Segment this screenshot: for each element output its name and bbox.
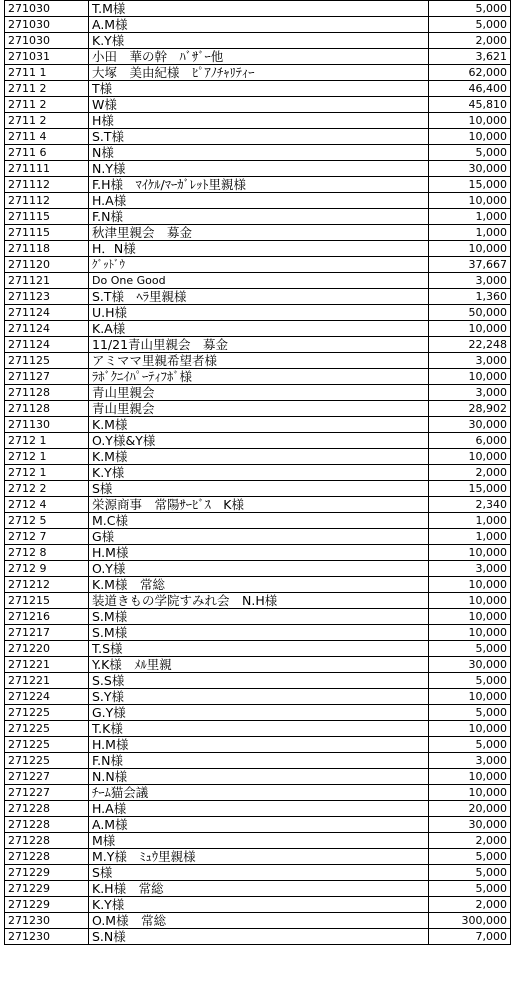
date-cell[interactable]: 271225	[5, 721, 89, 737]
donor-name-cell[interactable]: N.N様	[89, 769, 429, 785]
amount-cell[interactable]: 2,340	[429, 497, 511, 513]
table-row[interactable]	[5, 593, 511, 609]
table-row[interactable]	[5, 193, 511, 209]
table-row[interactable]	[5, 17, 511, 33]
date-cell[interactable]: 271229	[5, 897, 89, 913]
date-cell[interactable]: 271225	[5, 705, 89, 721]
table-row[interactable]	[5, 49, 511, 65]
amount-cell[interactable]: 5,000	[429, 145, 511, 161]
table-row[interactable]	[5, 737, 511, 753]
amount-cell[interactable]: 10,000	[429, 113, 511, 129]
donation-table-body	[5, 1, 511, 945]
table-row[interactable]	[5, 417, 511, 433]
amount-cell[interactable]: 1,000	[429, 225, 511, 241]
amount-cell[interactable]: 1,000	[429, 209, 511, 225]
date-cell[interactable]: 271215	[5, 593, 89, 609]
amount-cell[interactable]: 5,000	[429, 641, 511, 657]
donor-name-cell[interactable]: T様	[89, 81, 429, 97]
amount-cell[interactable]: 3,000	[429, 561, 511, 577]
amount-cell[interactable]: 5,000	[429, 849, 511, 865]
donor-name-cell[interactable]: K.M様 常総	[89, 577, 429, 593]
date-cell[interactable]: 271224	[5, 689, 89, 705]
donor-name-cell[interactable]: S.M様	[89, 625, 429, 641]
amount-cell[interactable]: 30,000	[429, 161, 511, 177]
table-row[interactable]	[5, 1, 511, 17]
date-cell[interactable]: 271227	[5, 785, 89, 801]
donor-name-cell[interactable]: T.K様	[89, 721, 429, 737]
donor-name-cell[interactable]: H様	[89, 113, 429, 129]
donor-name-cell[interactable]: A.M様	[89, 17, 429, 33]
table-row[interactable]	[5, 705, 511, 721]
amount-cell[interactable]: 10,000	[429, 577, 511, 593]
donor-name-cell[interactable]: K.Y様	[89, 465, 429, 481]
date-cell[interactable]: 271120	[5, 257, 89, 273]
date-cell[interactable]: 2711 2	[5, 81, 89, 97]
donor-name-cell[interactable]: S.T様 ﾍﾗ里親様	[89, 289, 429, 305]
donor-name-cell[interactable]: 青山里親会	[89, 385, 429, 401]
amount-cell[interactable]: 10,000	[429, 785, 511, 801]
table-row[interactable]	[5, 465, 511, 481]
amount-cell[interactable]: 5,000	[429, 737, 511, 753]
table-row[interactable]	[5, 273, 511, 289]
amount-cell[interactable]: 3,621	[429, 49, 511, 65]
donor-name-cell[interactable]: 秋津里親会 募金	[89, 225, 429, 241]
table-row[interactable]	[5, 449, 511, 465]
date-cell[interactable]: 2712 5	[5, 513, 89, 529]
date-cell[interactable]: 2712 7	[5, 529, 89, 545]
donor-name-cell[interactable]: H.M様	[89, 545, 429, 561]
donor-name-cell[interactable]: S.N様	[89, 929, 429, 945]
table-row[interactable]	[5, 657, 511, 673]
amount-cell[interactable]: 3,000	[429, 273, 511, 289]
date-cell[interactable]: 271221	[5, 657, 89, 673]
amount-cell[interactable]: 10,000	[429, 545, 511, 561]
table-row[interactable]	[5, 305, 511, 321]
date-cell[interactable]: 271220	[5, 641, 89, 657]
table-row[interactable]	[5, 241, 511, 257]
date-cell[interactable]: 271112	[5, 193, 89, 209]
date-cell[interactable]: 271124	[5, 305, 89, 321]
amount-cell[interactable]: 10,000	[429, 593, 511, 609]
date-cell[interactable]: 2712 4	[5, 497, 89, 513]
table-row[interactable]	[5, 801, 511, 817]
amount-cell[interactable]: 10,000	[429, 449, 511, 465]
amount-cell[interactable]: 2,000	[429, 465, 511, 481]
date-cell[interactable]: 2711 6	[5, 145, 89, 161]
amount-cell[interactable]: 10,000	[429, 321, 511, 337]
date-cell[interactable]: 271225	[5, 737, 89, 753]
amount-cell[interactable]: 3,000	[429, 353, 511, 369]
table-row[interactable]	[5, 625, 511, 641]
table-row[interactable]	[5, 33, 511, 49]
table-row[interactable]	[5, 113, 511, 129]
donor-name-cell[interactable]: U.H様	[89, 305, 429, 321]
table-row[interactable]	[5, 97, 511, 113]
date-cell[interactable]: 271111	[5, 161, 89, 177]
amount-cell[interactable]: 46,400	[429, 81, 511, 97]
table-row[interactable]	[5, 513, 511, 529]
donor-name-cell[interactable]: ﾗﾎﾞｸﾆｲﾊﾟｰﾃｨﾌﾎﾞ様	[89, 369, 429, 385]
date-cell[interactable]: 271229	[5, 881, 89, 897]
table-row[interactable]	[5, 689, 511, 705]
amount-cell[interactable]: 15,000	[429, 177, 511, 193]
table-row[interactable]	[5, 529, 511, 545]
amount-cell[interactable]: 7,000	[429, 929, 511, 945]
table-row[interactable]	[5, 145, 511, 161]
table-row[interactable]	[5, 385, 511, 401]
date-cell[interactable]: 271230	[5, 929, 89, 945]
donor-name-cell[interactable]: N.Y様	[89, 161, 429, 177]
donor-name-cell[interactable]: M.Y様 ﾐｭｳ里親様	[89, 849, 429, 865]
donor-name-cell[interactable]: 栄源商事 常陽ｻｰﾋﾞｽ K様	[89, 497, 429, 513]
donor-name-cell[interactable]: K.Y様	[89, 897, 429, 913]
amount-cell[interactable]: 10,000	[429, 769, 511, 785]
date-cell[interactable]: 271216	[5, 609, 89, 625]
date-cell[interactable]: 271128	[5, 385, 89, 401]
table-row[interactable]	[5, 897, 511, 913]
donor-name-cell[interactable]: W様	[89, 97, 429, 113]
date-cell[interactable]: 271217	[5, 625, 89, 641]
donor-name-cell[interactable]: H.A様	[89, 801, 429, 817]
date-cell[interactable]: 271118	[5, 241, 89, 257]
date-cell[interactable]: 271127	[5, 369, 89, 385]
table-row[interactable]	[5, 865, 511, 881]
donor-name-cell[interactable]: S.M様	[89, 609, 429, 625]
date-cell[interactable]: 2712 1	[5, 465, 89, 481]
date-cell[interactable]: 271228	[5, 849, 89, 865]
date-cell[interactable]: 2711 2	[5, 97, 89, 113]
donor-name-cell[interactable]: Do One Good	[89, 273, 429, 289]
donor-name-cell[interactable]: S様	[89, 865, 429, 881]
date-cell[interactable]: 271130	[5, 417, 89, 433]
table-row[interactable]	[5, 337, 511, 353]
donor-name-cell[interactable]: S.T様	[89, 129, 429, 145]
table-row[interactable]	[5, 177, 511, 193]
amount-cell[interactable]: 2,000	[429, 897, 511, 913]
table-row[interactable]	[5, 817, 511, 833]
date-cell[interactable]: 271228	[5, 833, 89, 849]
donation-table	[4, 0, 511, 945]
donor-name-cell[interactable]: K.Y様	[89, 33, 429, 49]
table-row[interactable]	[5, 369, 511, 385]
date-cell[interactable]: 271230	[5, 913, 89, 929]
donor-name-cell[interactable]: H．N様	[89, 241, 429, 257]
amount-cell[interactable]: 10,000	[429, 129, 511, 145]
donor-name-cell[interactable]: F.N様	[89, 209, 429, 225]
table-row[interactable]	[5, 497, 511, 513]
donor-name-cell[interactable]: K.H様 常総	[89, 881, 429, 897]
date-cell[interactable]: 2712 9	[5, 561, 89, 577]
amount-cell[interactable]: 50,000	[429, 305, 511, 321]
date-cell[interactable]: 2711 4	[5, 129, 89, 145]
table-row[interactable]	[5, 673, 511, 689]
donor-name-cell[interactable]: S.S様	[89, 673, 429, 689]
donor-name-cell[interactable]: M.C様	[89, 513, 429, 529]
donor-name-cell[interactable]: F.H様 ﾏｲｹﾙ/ﾏｰｶﾞﾚｯﾄ里親様	[89, 177, 429, 193]
amount-cell[interactable]: 10,000	[429, 369, 511, 385]
amount-cell[interactable]: 30,000	[429, 417, 511, 433]
date-cell[interactable]: 2712 8	[5, 545, 89, 561]
date-cell[interactable]: 271115	[5, 209, 89, 225]
donor-name-cell[interactable]: ｸﾞｯﾄﾞｳ	[89, 257, 429, 273]
table-row[interactable]	[5, 129, 511, 145]
amount-cell[interactable]: 10,000	[429, 193, 511, 209]
donor-name-cell[interactable]: O.Y様	[89, 561, 429, 577]
amount-cell[interactable]: 1,360	[429, 289, 511, 305]
table-row[interactable]	[5, 401, 511, 417]
date-cell[interactable]: 271030	[5, 1, 89, 17]
amount-cell[interactable]: 2,000	[429, 833, 511, 849]
donor-name-cell[interactable]: K.A様	[89, 321, 429, 337]
amount-cell[interactable]: 5,000	[429, 1, 511, 17]
table-row[interactable]	[5, 913, 511, 929]
donor-name-cell[interactable]: ﾁｰﾑ猫会議	[89, 785, 429, 801]
amount-cell[interactable]: 62,000	[429, 65, 511, 81]
date-cell[interactable]: 271229	[5, 865, 89, 881]
amount-cell[interactable]: 22,248	[429, 337, 511, 353]
amount-cell[interactable]: 300,000	[429, 913, 511, 929]
table-row[interactable]	[5, 577, 511, 593]
table-row[interactable]	[5, 849, 511, 865]
donor-name-cell[interactable]: T.M様	[89, 1, 429, 17]
amount-cell[interactable]: 10,000	[429, 689, 511, 705]
donor-name-cell[interactable]: 小田 華の幹 ﾊﾞｻﾞｰ他	[89, 49, 429, 65]
table-row[interactable]	[5, 609, 511, 625]
table-row[interactable]	[5, 161, 511, 177]
donor-name-cell[interactable]: T.S様	[89, 641, 429, 657]
donor-name-cell[interactable]: S.Y様	[89, 689, 429, 705]
donor-name-cell[interactable]: 大塚 美由紀様 ﾋﾟｱﾉﾁｬﾘﾃｨｰ	[89, 65, 429, 81]
table-row[interactable]	[5, 209, 511, 225]
amount-cell[interactable]: 3,000	[429, 753, 511, 769]
amount-cell[interactable]: 5,000	[429, 673, 511, 689]
table-row[interactable]	[5, 433, 511, 449]
amount-cell[interactable]: 5,000	[429, 865, 511, 881]
donor-name-cell[interactable]: K.M様	[89, 449, 429, 465]
date-cell[interactable]: 271031	[5, 49, 89, 65]
date-cell[interactable]: 271227	[5, 769, 89, 785]
table-row[interactable]	[5, 257, 511, 273]
amount-cell[interactable]: 1,000	[429, 513, 511, 529]
donor-name-cell[interactable]: 青山里親会	[89, 401, 429, 417]
amount-cell[interactable]: 37,667	[429, 257, 511, 273]
donor-name-cell[interactable]: O.M様 常総	[89, 913, 429, 929]
amount-cell[interactable]: 45,810	[429, 97, 511, 113]
table-row[interactable]	[5, 481, 511, 497]
donor-name-cell[interactable]: 11/21青山里親会 募金	[89, 337, 429, 353]
amount-cell[interactable]: 6,000	[429, 433, 511, 449]
donor-name-cell[interactable]: K.M様	[89, 417, 429, 433]
date-cell[interactable]: 271221	[5, 673, 89, 689]
donor-name-cell[interactable]: S様	[89, 481, 429, 497]
table-row[interactable]	[5, 65, 511, 81]
table-row[interactable]	[5, 321, 511, 337]
amount-cell[interactable]: 5,000	[429, 17, 511, 33]
amount-cell[interactable]: 15,000	[429, 481, 511, 497]
amount-cell[interactable]: 5,000	[429, 705, 511, 721]
amount-cell[interactable]: 30,000	[429, 817, 511, 833]
date-cell[interactable]: 271212	[5, 577, 89, 593]
date-cell[interactable]: 271128	[5, 401, 89, 417]
date-cell[interactable]: 271030	[5, 17, 89, 33]
table-row[interactable]	[5, 753, 511, 769]
amount-cell[interactable]: 5,000	[429, 881, 511, 897]
donor-name-cell[interactable]: N様	[89, 145, 429, 161]
amount-cell[interactable]: 10,000	[429, 721, 511, 737]
date-cell[interactable]: 2711 2	[5, 113, 89, 129]
amount-cell[interactable]: 28,902	[429, 401, 511, 417]
date-cell[interactable]: 271225	[5, 753, 89, 769]
amount-cell[interactable]: 10,000	[429, 625, 511, 641]
donor-name-cell[interactable]: H.A様	[89, 193, 429, 209]
table-row[interactable]	[5, 769, 511, 785]
table-row[interactable]	[5, 81, 511, 97]
donor-name-cell[interactable]: O.Y様&Y様	[89, 433, 429, 449]
donor-name-cell[interactable]: G様	[89, 529, 429, 545]
table-row[interactable]	[5, 641, 511, 657]
amount-cell[interactable]: 10,000	[429, 241, 511, 257]
donor-name-cell[interactable]: Y.K様 ﾒﾙ里親	[89, 657, 429, 673]
table-row[interactable]	[5, 353, 511, 369]
table-row[interactable]	[5, 881, 511, 897]
date-cell[interactable]: 2712 1	[5, 449, 89, 465]
amount-cell[interactable]: 3,000	[429, 385, 511, 401]
date-cell[interactable]: 271228	[5, 817, 89, 833]
amount-cell[interactable]: 30,000	[429, 657, 511, 673]
amount-cell[interactable]: 2,000	[429, 33, 511, 49]
date-cell[interactable]: 271115	[5, 225, 89, 241]
donor-name-cell[interactable]: 装道きもの学院すみれ会 N.H様	[89, 593, 429, 609]
table-row[interactable]	[5, 225, 511, 241]
table-row[interactable]	[5, 785, 511, 801]
date-cell[interactable]: 271228	[5, 801, 89, 817]
date-cell[interactable]: 271030	[5, 33, 89, 49]
date-cell[interactable]: 271112	[5, 177, 89, 193]
donor-name-cell[interactable]: F.N様	[89, 753, 429, 769]
donor-name-cell[interactable]: H.M様	[89, 737, 429, 753]
donor-name-cell[interactable]: G.Y様	[89, 705, 429, 721]
date-cell[interactable]: 271125	[5, 353, 89, 369]
table-row[interactable]	[5, 929, 511, 945]
date-cell[interactable]: 2712 1	[5, 433, 89, 449]
date-cell[interactable]: 271124	[5, 321, 89, 337]
date-cell[interactable]: 271124	[5, 337, 89, 353]
date-cell[interactable]: 2711 1	[5, 65, 89, 81]
table-row[interactable]	[5, 545, 511, 561]
donor-name-cell[interactable]: アミママ里親希望者様	[89, 353, 429, 369]
table-row[interactable]	[5, 833, 511, 849]
date-cell[interactable]: 271123	[5, 289, 89, 305]
donor-name-cell[interactable]: M様	[89, 833, 429, 849]
amount-cell[interactable]: 20,000	[429, 801, 511, 817]
amount-cell[interactable]: 10,000	[429, 609, 511, 625]
date-cell[interactable]: 271121	[5, 273, 89, 289]
date-cell[interactable]: 2712 2	[5, 481, 89, 497]
amount-cell[interactable]: 1,000	[429, 529, 511, 545]
table-row[interactable]	[5, 721, 511, 737]
donor-name-cell[interactable]: A.M様	[89, 817, 429, 833]
table-row[interactable]	[5, 561, 511, 577]
table-row[interactable]	[5, 289, 511, 305]
